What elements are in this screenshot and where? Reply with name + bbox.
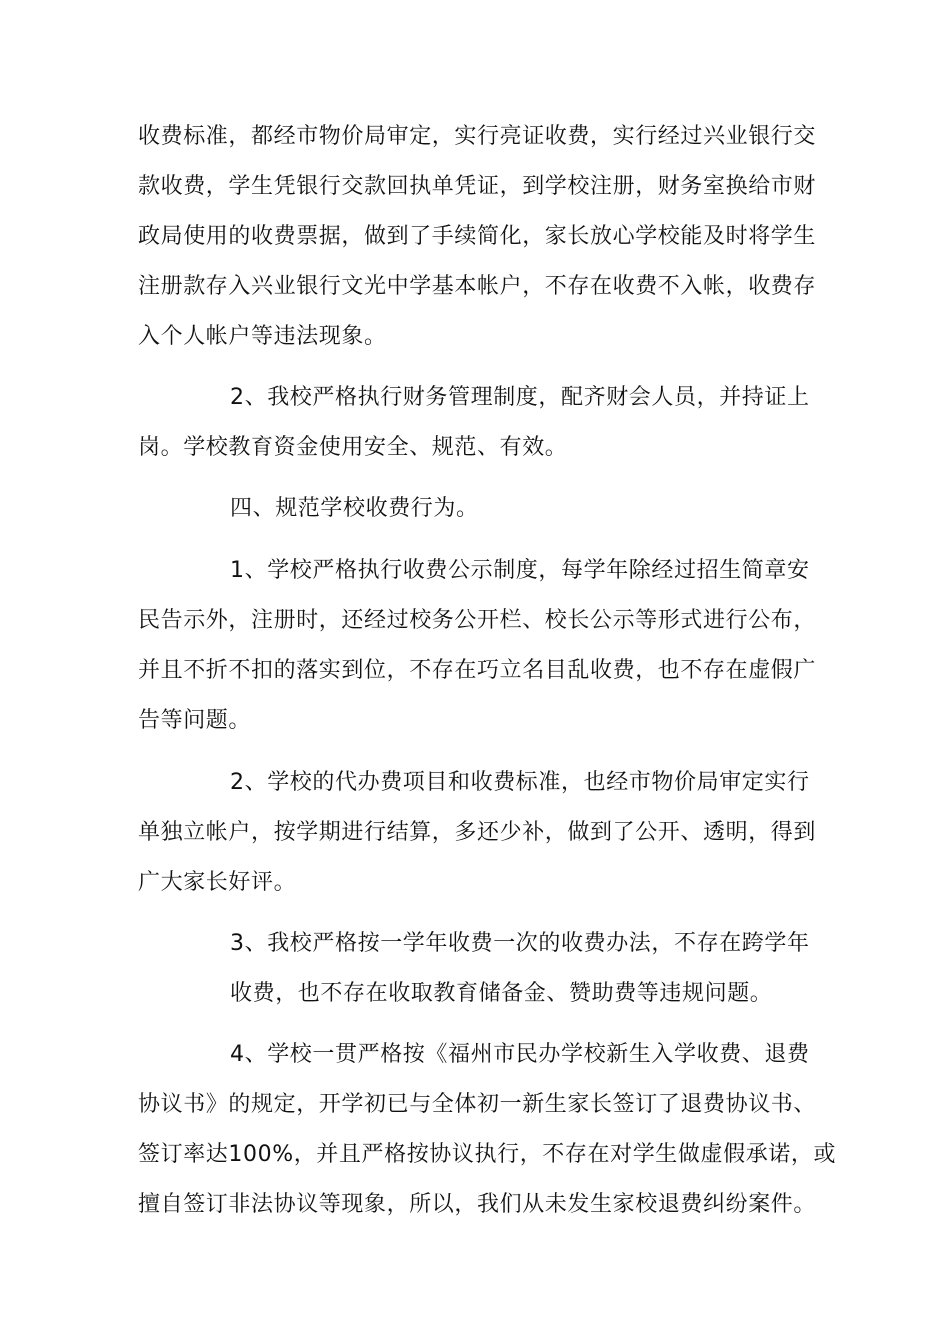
text-line: 并且不折不扣的落实到位，不存在巧立名目乱收费，也不存在虚假广 [138, 658, 817, 683]
text-line: 入个人帐户等违法现象。 [138, 324, 387, 349]
text-line: 2、我校严格执行财务管理制度，配齐财会人员，并持证上 [230, 385, 810, 410]
text-line: 民告示外，注册时，还经过校务公开栏、校长公示等形式进行公布， [138, 608, 817, 633]
text-line: 3、我校严格按一学年收费一次的收费办法，不存在跨学年 [230, 931, 810, 956]
text-line: 擅自签订非法协议等现象，所以，我们从未发生家校退费纠纷案件。 [138, 1192, 817, 1217]
text-line: 注册款存入兴业银行文光中学基本帐户，不存在收费不入帐，收费存 [138, 274, 817, 299]
text-line: 广大家长好评。 [138, 870, 297, 895]
text-line: 款收费，学生凭银行交款回执单凭证，到学校注册，财务室换给市财 [138, 174, 817, 199]
text-line: 告等问题。 [138, 708, 252, 733]
text-line: 签订率达100%，并且严格按协议执行，不存在对学生做虚假承诺，或 [138, 1142, 837, 1167]
text-line: 收费，也不存在收取教育储备金、赞助费等违规问题。 [230, 981, 773, 1006]
text-line: 协议书》的规定，开学初已与全体初一新生家长签订了退费协议书、 [138, 1092, 817, 1117]
text-line: 岗。学校教育资金使用安全、规范、有效。 [138, 435, 568, 460]
text-line: 收费标准，都经市物价局审定，实行亮证收费，实行经过兴业银行交 [138, 124, 817, 149]
section-heading: 四、规范学校收费行为。 [230, 496, 479, 521]
text-line: 2、学校的代办费项目和收费标准，也经市物价局审定实行 [230, 770, 810, 795]
text-line: 4、学校一贯严格按《福州市民办学校新生入学收费、退费 [230, 1042, 810, 1067]
text-line: 政局使用的收费票据，做到了手续简化，家长放心学校能及时将学生 [138, 224, 817, 249]
text-line: 1、学校严格执行收费公示制度，每学年除经过招生简章安 [230, 558, 810, 583]
text-line: 单独立帐户，按学期进行结算，多还少补，做到了公开、透明，得到 [138, 820, 817, 845]
